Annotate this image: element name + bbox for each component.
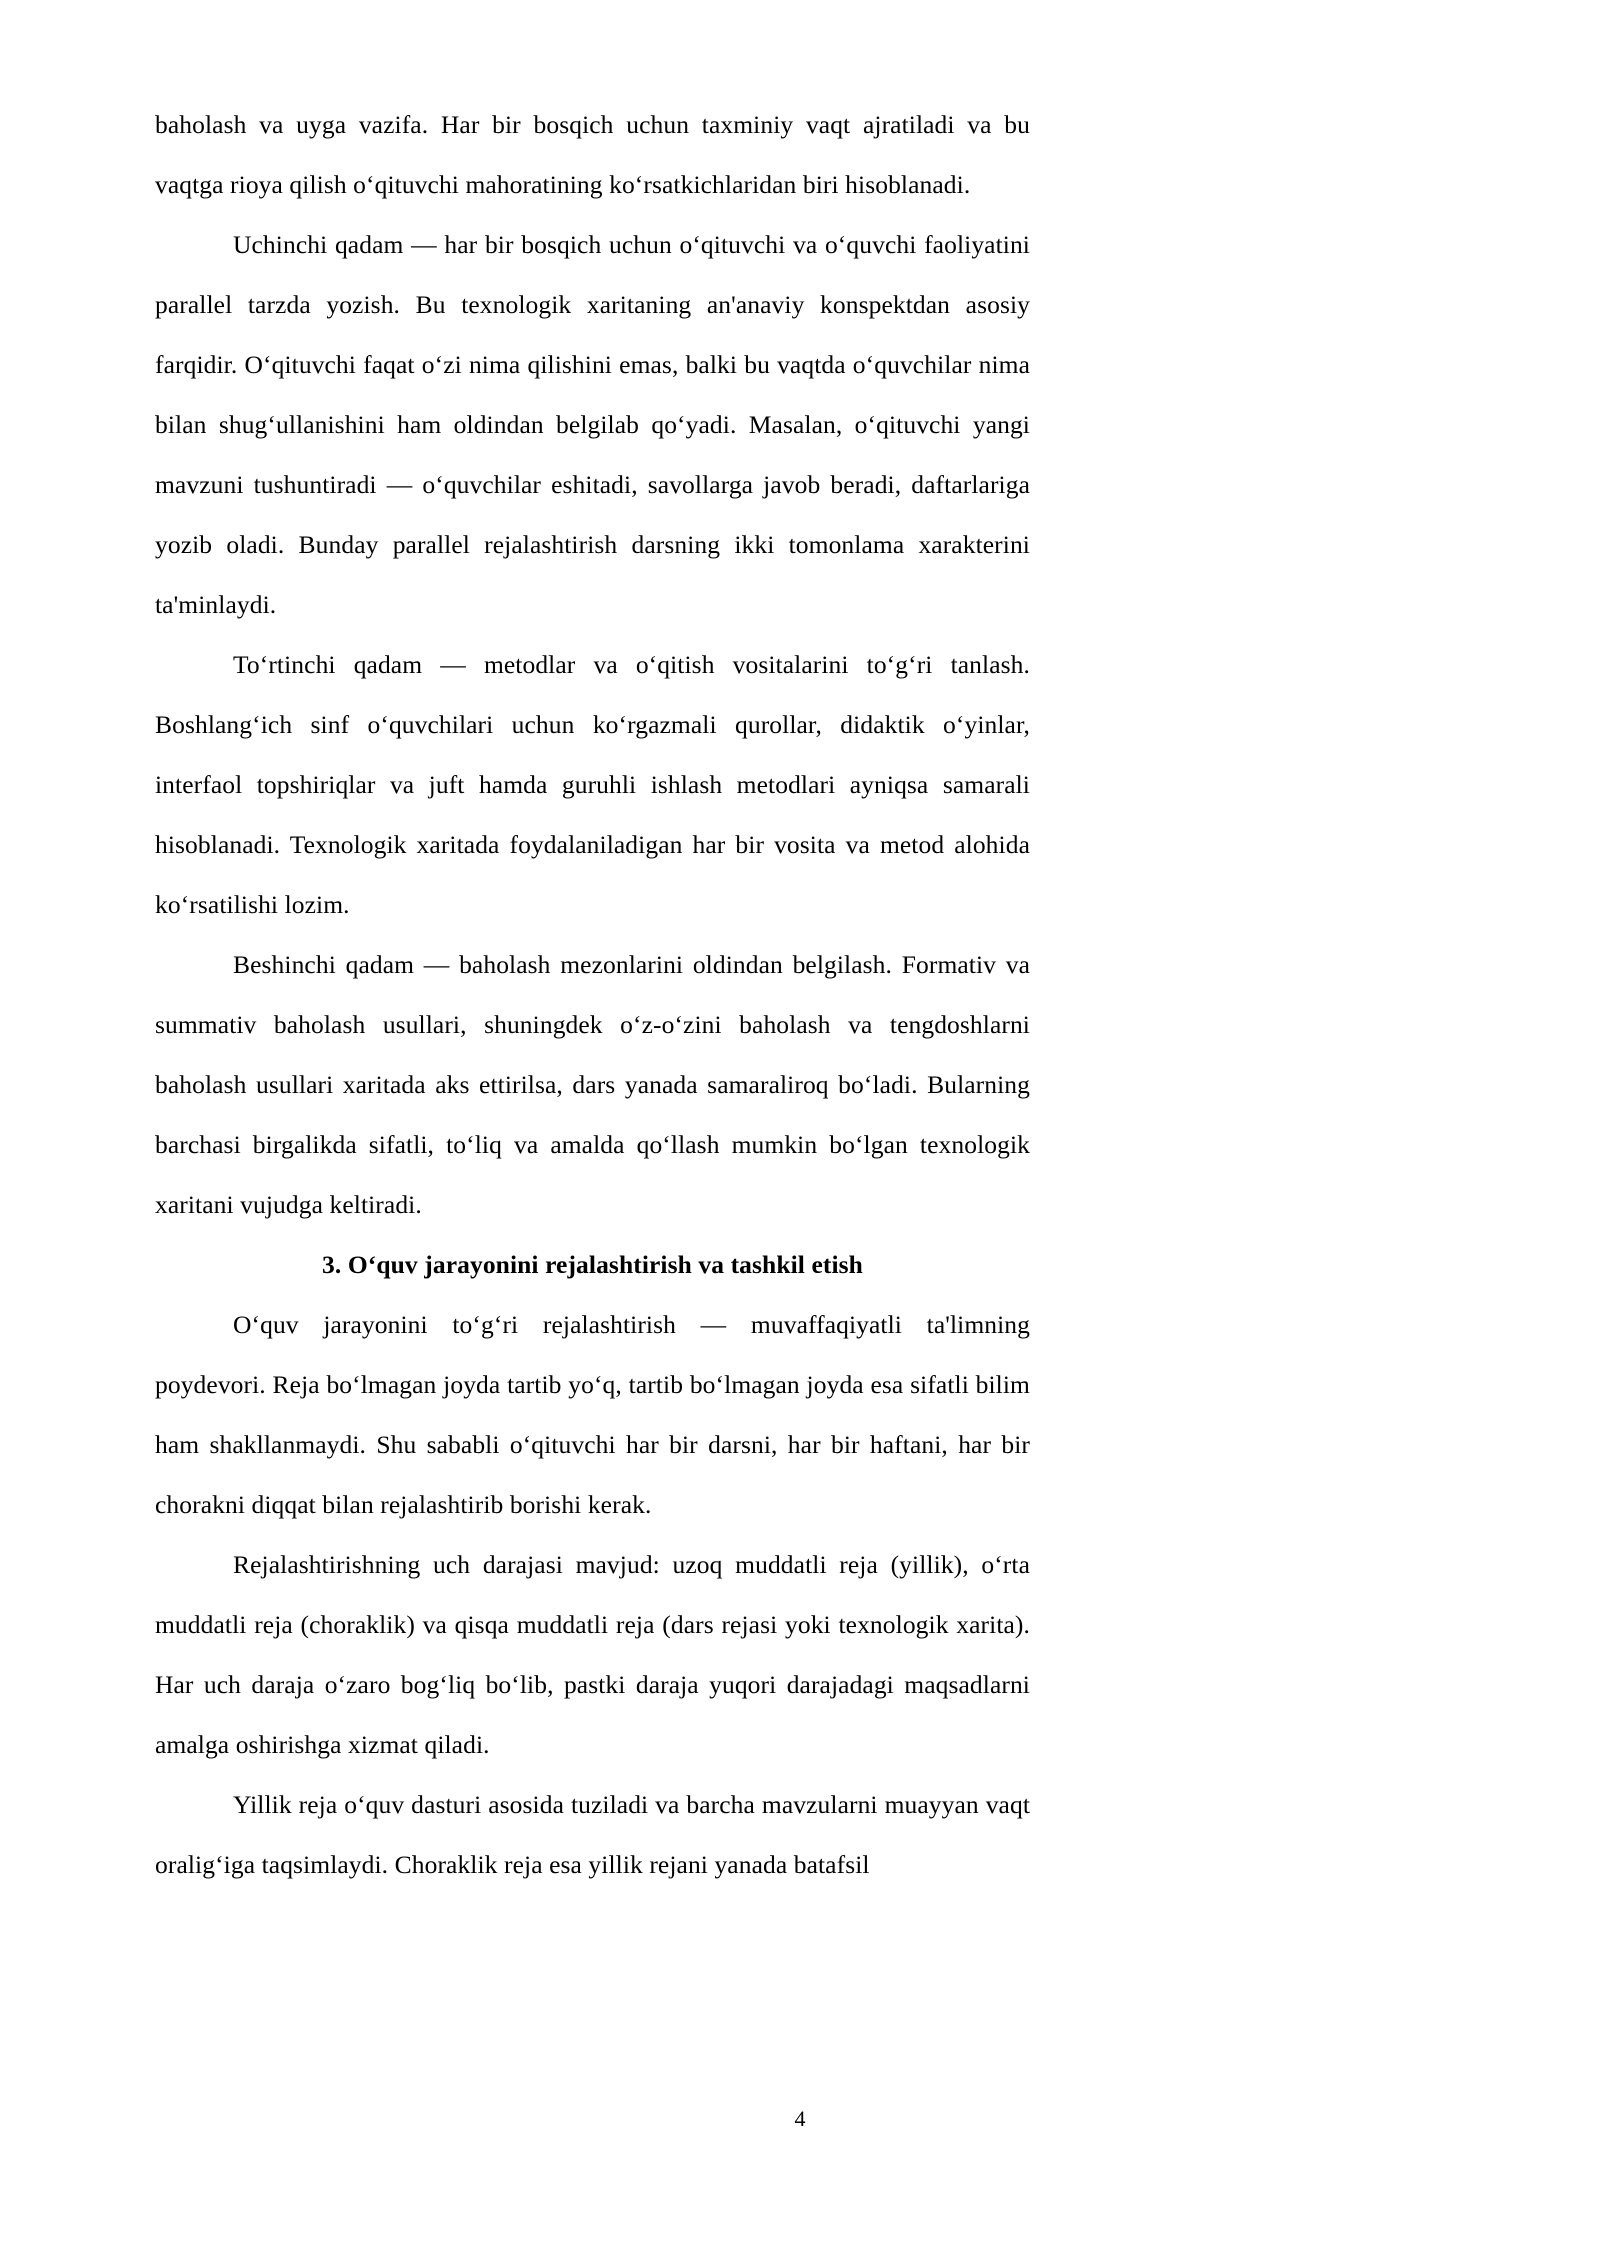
paragraph-beshinchi-qadam: Beshinchi qadam — baholash mezonlarini oldindan belgilash. Formativ va summativ baholash usullari, shuningdek o‘z-o‘zini baholash va tengdoshlarni baholash usullari xaritada aks ettirilsa, dars yanada samaraliroq bo‘ladi. Bularning barchasi birgalikda sifatli, to‘liq va amalda qo‘llash mumkin bo‘lgan texnologik xaritani vujudga keltiradi.	[155, 950, 1030, 1219]
paragraph-continuation-baholash: baholash va uyga vazifa. Har bir bosqich uchun taxminiy vaqt ajratiladi va bu vaqtga rioya qilish o‘qituvchi mahoratining ko‘rsatkichlaridan biri hisoblanadi.	[155, 110, 1030, 199]
page-text-body	[155, 95, 1030, 1895]
section-heading-3: 3. O‘quv jarayonini rejalashtirish va tashkil etish	[322, 1250, 863, 1279]
paragraph-oquv-jarayonini: O‘quv jarayonini to‘g‘ri rejalashtirish — muvaffaqiyatli ta'limning poydevori. Reja bo‘lmagan joyda tartib yo‘q, tartib bo‘lmagan joyda esa sifatli bilim ham shakllanmaydi. Shu sababli o‘qituvchi har bir darsni, har bir haftani, har bir chorakni diqqat bilan rejalashtirib borishi kerak.	[155, 1310, 1030, 1519]
paragraph-tortinchi-qadam: To‘rtinchi qadam — metodlar va o‘qitish vositalarini to‘g‘ri tanlash. Boshlang‘ich sinf o‘quvchilari uchun ko‘rgazmali qurollar, didaktik o‘yinlar, interfaol topshiriqlar va juft hamda guruhli ishlash metodlari ayniqsa samarali hisoblanadi. Texnologik xaritada foydalaniladigan har bir vosita va metod alohida ko‘rsatilishi lozim.	[155, 650, 1030, 919]
paragraph-uchinchi-qadam: Uchinchi qadam — har bir bosqich uchun o‘qituvchi va o‘quvchi faoliyatini parallel tarzda yozish. Bu texnologik xaritaning an'anaviy konspektdan asosiy farqidir. O‘qituvchi faqat o‘zi nima qilishini emas, balki bu vaqtda o‘quvchilar nima bilan shug‘ullanishini ham oldindan belgilab qo‘yadi. Masalan, o‘qituvchi yangi mavzuni tushuntiradi — o‘quvchilar eshitadi, savollarga javob beradi, daftarlariga yozib oladi. Bunday parallel rejalashtirish darsning ikki tomonlama xarakterini ta'minlaydi.	[155, 230, 1030, 619]
page-number: 4	[794, 2106, 806, 2131]
paragraph-rejalashtirishning-uch-darajasi: Rejalashtirishning uch darajasi mavjud: uzoq muddatli reja (yillik), o‘rta muddatli reja (choraklik) va qisqa muddatli reja (dars rejasi yoki texnologik xarita). Har uch daraja o‘zaro bog‘liq bo‘lib, pastki daraja yuqori darajadagi maqsadlarni amalga oshirishga xizmat qiladi.	[155, 1550, 1030, 1759]
paragraph-yillik-reja: Yillik reja o‘quv dasturi asosida tuziladi va barcha mavzularni muayyan vaqt oralig‘iga taqsimlaydi. Choraklik reja esa yillik rejani yanada batafsil	[155, 1790, 1030, 1879]
